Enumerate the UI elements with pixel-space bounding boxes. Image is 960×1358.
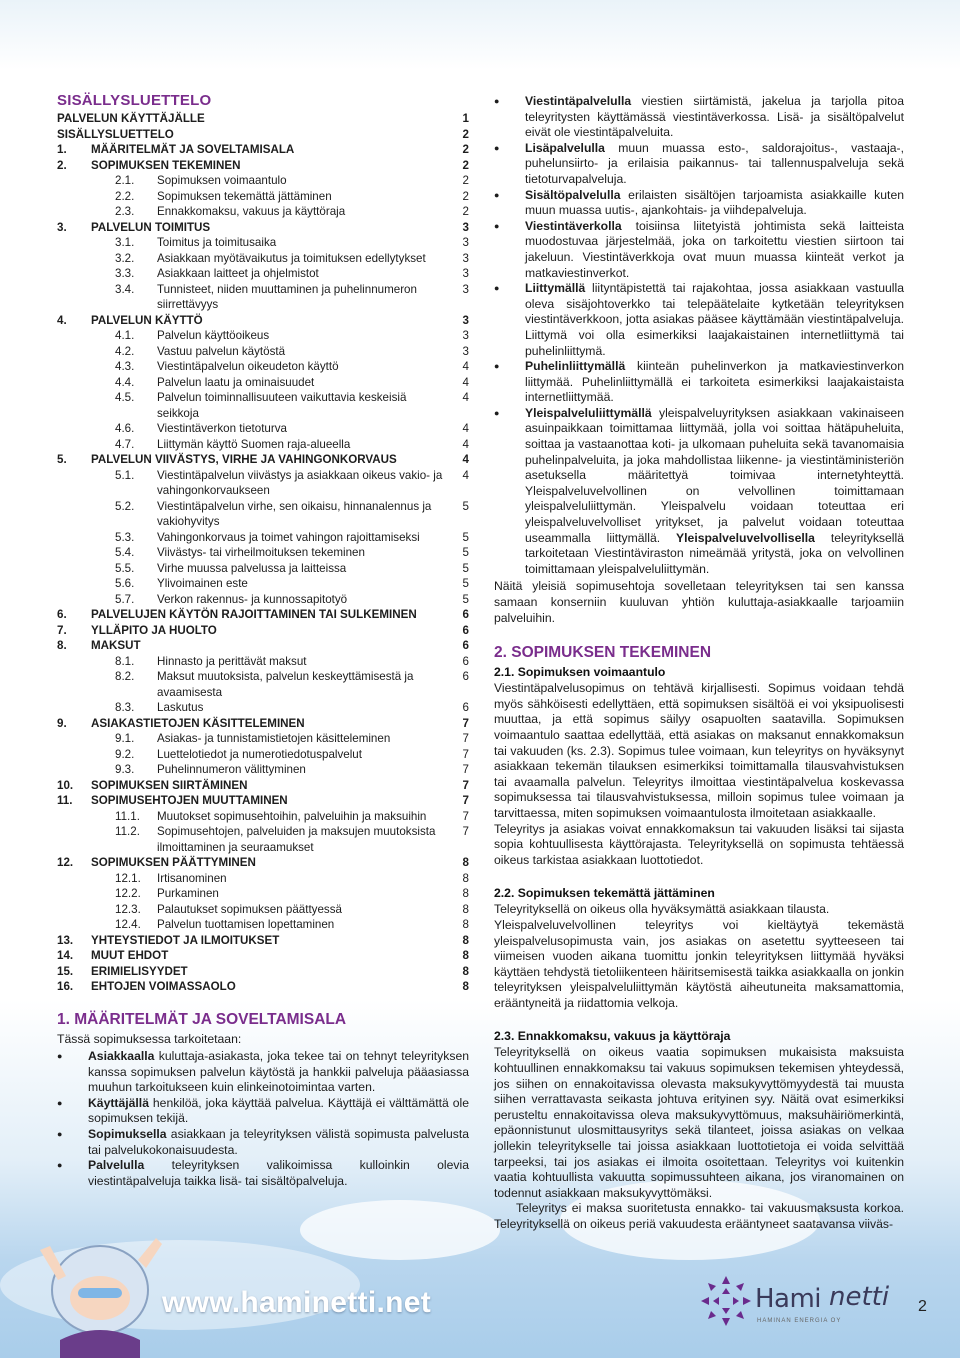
toc-entry-page: 6 (462, 670, 469, 683)
toc-entry-title: Liittymän käyttö Suomen raja-alueella (157, 437, 351, 451)
logo-text: Hami (755, 1284, 822, 1314)
toc-entry[interactable] (57, 623, 469, 639)
definition-list (494, 94, 904, 577)
toc-entry[interactable] (57, 111, 469, 127)
toc-entry-number: 16. (57, 980, 74, 993)
toc-entry-number: 12.3. (115, 902, 141, 916)
toc-entry-number: 8. (57, 639, 67, 652)
toc-entry-page: 4 (462, 360, 469, 373)
toc-entry-number: 4.6. (115, 422, 135, 435)
toc-entry-number: 5.5. (115, 561, 135, 575)
toc-entry[interactable] (57, 638, 469, 654)
paragraph: Teleyrityksellä on oikeus olla hyväksymättä asiakkaan tilausta. (494, 902, 830, 917)
toc-entry-title: Laskutus (157, 701, 204, 714)
toc-entry-number: 5.2. (115, 499, 135, 513)
toc-entry-title: Toimitus ja toimitusaika (157, 236, 277, 249)
toc-entry[interactable] (57, 917, 469, 933)
definition-item: ● Yleispalveluliittymällä yleispalveluyrityksen asiakkaan vakinaiseen asuinpaikkaan toimittamaa liittymää, jolla voi soittaa hätäpuheluita, soittaa ja vastaanottaa koti- ja ulkomaan puheluita sekä tavanomaisia puhelinpalveluita, ja joka mahdollistaa liikenne- ja viestintäministeriön asetuksella määritettyä toimivaa internetyhteyttä. Yleispalveluvelvollinen on velvollinen toimittamaan yleispalveluliittymän. Yleispalvelu voidaan toteuttaa eri yleispalveluvelvolliset yritykset, ja palvelut voidaan toteuttaa useammalla liittymällä. Yleispalveluvelvollisella teleyrityksellä tarkoitetaan Viestintäviraston nimeämää yritystä, joka on velvollinen toimittamaan yleispalveluliittymän. (494, 406, 904, 578)
toc-entry-page: 4 (462, 453, 469, 466)
toc-entry-number: 5.3. (115, 530, 135, 544)
toc-entry[interactable] (57, 142, 469, 158)
toc-entry-number: 4.3. (115, 360, 135, 373)
toc-entry-page: 4 (462, 437, 469, 451)
toc-entry-title: Palvelun käyttöoikeus (157, 329, 270, 342)
toc-entry-title: MUUT EHDOT (91, 949, 169, 962)
toc-entry-title: Hinnasto ja perittävät maksut (157, 654, 307, 668)
toc-entry-title: Asiakas- ja tunnistamistietojen käsitteleminen (157, 732, 391, 745)
definition-item: ● Palvelulla teleyrityksen valikoimissa kulloinkin olevia viestintäpalveluja taikka lisä- tai sisältöpalveluja. (57, 1158, 469, 1189)
toc-entry-number: 2.2. (115, 189, 135, 203)
toc-entry[interactable] (57, 716, 469, 732)
toc-entry-number: 11.1. (115, 809, 140, 823)
toc-entry-number: 4.2. (115, 344, 135, 358)
toc-entry-page: 8 (462, 964, 469, 978)
toc-entry[interactable] (57, 173, 469, 189)
toc-entry-page: 2 (462, 158, 469, 172)
toc-entry-number: 12. (57, 856, 74, 869)
toc-entry[interactable] (57, 824, 469, 855)
definition-item: ● Viestintäverkolla toisiinsa liitetyistä johtimista sekä laitteista muodostuvaa järjestelmää, joka on tarkoitettu viestien siirtoon tai jakeluun. Viestintäverkkoja ovat muun muassa kiinteät verkot ja matkaviestinverkot. (494, 219, 904, 281)
toc-entry-page: 7 (462, 809, 469, 823)
toc-entry-page: 4 (462, 375, 469, 389)
toc-entry[interactable] (57, 282, 469, 313)
toc-entry-page: 8 (462, 902, 469, 916)
toc-entry-title: SOPIMUSEHTOJEN MUUTTAMINEN (91, 794, 288, 807)
toc-entry-number: 9.1. (115, 732, 135, 745)
toc-entry-page: 4 (462, 391, 469, 404)
toc-entry-page: 8 (462, 887, 469, 900)
toc-entry-title: Viestintäpalvelun oikeudeton käyttö (157, 360, 339, 373)
toc-entry[interactable] (57, 778, 469, 794)
toc-entry-page: 7 (462, 763, 469, 776)
toc-entry-page: 7 (462, 794, 469, 807)
toc-entry-number: 3.2. (115, 251, 135, 265)
paragraph: Teleyritys ei maksa suoritetusta ennakko- tai vakuusmaksusta korkoa. Teleyrityksellä on oikeus periä vakuudesta erääntyneet saatavansa viiväs- (494, 1201, 904, 1231)
toc-entry-title: Verkon rakennus- ja kunnossapitotyö (157, 592, 348, 606)
toc-entry[interactable] (57, 809, 469, 825)
toc-entry-page: 6 (462, 654, 469, 668)
toc-entry-title: Puhelinnumeron välittyminen (157, 763, 306, 776)
toc-entry-page: 8 (462, 918, 469, 931)
toc-entry-number: 9. (57, 716, 67, 730)
toc-entry-number: 14. (57, 949, 74, 962)
toc-entry-page: 6 (462, 701, 469, 714)
toc-entry[interactable] (57, 530, 469, 546)
section-intro: Tässä sopimuksessa tarkoitetaan: (57, 1031, 242, 1046)
toc-entry[interactable] (57, 871, 469, 887)
toc-entry-title: PALVELUJEN KÄYTÖN RAJOITTAMINEN TAI SULKEMINEN (91, 608, 417, 621)
toc-entry[interactable] (57, 375, 469, 391)
closing-paragraph: Näitä yleisiä sopimusehtoja sovelletaan teleyrityksen tai sen kanssa samaan konserniin kuuluvan yhtiön kuluttaja-asiakkaalle tarjoamiin palveluihin. (494, 579, 904, 625)
toc-entry-page: 4 (462, 468, 469, 482)
toc-entry[interactable] (57, 452, 469, 468)
toc-entry[interactable] (57, 204, 469, 220)
toc-entry[interactable] (57, 189, 469, 205)
definition-item: ● Asiakkaalla kuluttaja-asiakasta, joka tekee tai on tehnyt teleyrityksen kanssa sopimuksen palvelun käytöstä ja hankkii palveluja pääasiassa muuhun tarkoitukseen kuin elinkeinotoimintaa varten. (57, 1049, 469, 1096)
toc-entry-number: 5.4. (115, 546, 135, 559)
toc-entry-page: 7 (462, 716, 469, 730)
toc-entry-number: 12.1. (115, 871, 141, 885)
toc-entry[interactable] (57, 747, 469, 763)
toc-entry-number: 5.6. (115, 577, 135, 590)
toc-entry-page: 3 (462, 220, 469, 234)
toc-entry-title: Viestintäpalvelun viivästys ja asiakkaan oikeus vakio- ja vahingonkorvaukseen (157, 468, 443, 497)
toc-entry-title: ERIMIELISYYDET (91, 964, 188, 978)
toc-entry-title: Ylivoimainen este (157, 577, 248, 590)
toc-entry-page: 3 (462, 329, 469, 342)
toc-entry[interactable] (57, 902, 469, 918)
toc-entry[interactable] (57, 592, 469, 608)
toc-entry-number: 9.3. (115, 763, 135, 776)
toc-entry-number: 8.2. (115, 670, 135, 683)
toc-entry-number: 2. (57, 158, 67, 172)
toc-entry[interactable] (57, 390, 469, 421)
toc-entry-title: Irtisanominen (157, 871, 227, 885)
toc-entry-page: 8 (462, 933, 469, 947)
toc-entry-title: YLLÄPITO JA HUOLTO (91, 623, 217, 637)
toc-entry-page: 5 (462, 546, 469, 559)
toc-entry-number: 11. (57, 794, 73, 807)
definition-item: ● Sopimuksella asiakkaan ja teleyrityksen välistä sopimusta palvelusta tai palvelukokonaisuudesta. (57, 1127, 469, 1158)
toc-entry-title: Viivästys- tai virheilmoituksen tekeminen (157, 546, 365, 559)
toc-entry[interactable] (57, 886, 469, 902)
toc-entry-title: SOPIMUKSEN PÄÄTTYMINEN (91, 856, 256, 869)
paragraph: Viestintäpalvelusopimus on tehtävä kirjallisesti. Sopimus voidaan tehdä myös sähköisesti edellyttäen, että sopimuksen sisältöä ei voi yksipuolisesti muuttaa, ja että sopimus säilyy osapuolten saatavilla. Sopimuksen voimaantulo saattaa edellyttää, että asiakas on maksanut ennakkomaksun tai vakuuden (ks. 2.3). Sopimus tulee voimaan, kun teleyritys on hyväksynyt asiakkaan tekemän tilauksen esimerkiksi toimittamalla tilausvahvistuksen tai avaamalla palvelun. Teleyritys ilmoittaa viestintäpalvelua koskevassa sopimuksessa tai tilausvahvistuksessa, milloin sopimus tulee voimaan ja tarvittaessa, miten sopimuksen voimaantulosta ilmoitetaan asiakkaalle. (494, 681, 904, 820)
toc-entry[interactable] (57, 313, 469, 329)
toc-entry-title: Vahingonkorvaus ja toimet vahingon rajoittamiseksi (157, 530, 420, 544)
toc-entry[interactable] (57, 654, 469, 670)
definition-item: ● Käyttäjällä henkilöä, joka käyttää palvelua. Käyttäjä ei välttämättä ole sopimuksen tekijä. (57, 1096, 469, 1127)
toc-entry-title: EHTOJEN VOIMASSAOLO (91, 980, 236, 993)
toc-entry-page: 3 (462, 236, 469, 249)
toc-entry-page: 6 (462, 608, 469, 621)
toc-list (57, 111, 469, 995)
definition-item: ● Viestintäpalvelulla viestien siirtämistä, jakelua ja tarjolla pitoa teleyritysten käyttämässä viestintäverkossa. Lisä- ja sisältöpalvelut eivät ole viestintäpalveluita. (494, 94, 904, 141)
toc-entry-title: MAKSUT (91, 639, 141, 652)
toc-entry-title: Tunnisteet, niiden muuttaminen ja puhelinnumeron siirrettävyys (157, 282, 417, 311)
website-url[interactable]: www.haminetti.net (162, 1286, 432, 1319)
toc-entry-number: 7. (57, 623, 67, 637)
toc-entry-page: 3 (462, 251, 469, 265)
toc-entry-title: YHTEYSTIEDOT JA ILMOITUKSET (91, 933, 280, 947)
toc-entry-title: Ennakkomaksu, vakuus ja käyttöraja (157, 205, 346, 218)
toc-entry-page: 8 (462, 856, 469, 869)
toc-entry[interactable] (57, 158, 469, 174)
toc-entry[interactable] (57, 762, 469, 778)
toc-entry[interactable] (57, 437, 469, 453)
toc-entry-title: Muutokset sopimusehtoihin, palveluihin ja maksuihin (157, 809, 427, 823)
toc-entry[interactable] (57, 793, 469, 809)
paragraph: Teleyritys ja asiakas voivat ennakkomaksun tai vakuuden lisäksi tai sijasta sopia kohtuullisesta käyttörajasta. Teleyrityksellä on sopimusta tehtäessä oikeus tarkistaa asiakkaan luottotiedot. (494, 821, 904, 867)
toc-entry-title: PALVELUN KÄYTTÖ (91, 313, 203, 327)
toc-entry-page: 2 (462, 174, 469, 187)
toc-entry-page: 5 (462, 499, 469, 513)
toc-entry-page: 1 (462, 112, 469, 125)
toc-entry-page: 3 (462, 267, 469, 280)
toc-entry-page: 3 (462, 344, 469, 358)
toc-entry-page: 5 (462, 592, 469, 606)
toc-entry-page: 2 (462, 127, 469, 141)
definition-item: ● Liittymällä liityntäpistettä tai rajakohtaa, jossa asiakkaan vastuulla oleva sisäjohtoverkko tai telepäätelaite kytketään teleyrityksen viestintäverkkoon, jotta asiakas pääsee käyttämään viestintäpalveluja. Liittymä voi olla esimerkiksi laajakaistainen internetliittymä tai puhelinliittymä. (494, 281, 904, 359)
toc-entry-title: PALVELUN VIIVÄSTYS, VIRHE JA VAHINGONKORVAUS (91, 453, 397, 466)
toc-entry-number: 6. (57, 608, 67, 621)
definition-item: ● Sisältöpalvelulla erilaisten sisältöjen tarjoamista asiakkaille kuten muun muassa uutis-, ajankohtais- ja viihdepalveluja. (494, 188, 904, 219)
toc-entry-number: 4.7. (115, 437, 135, 451)
toc-entry-title: Viestintäverkon tietoturva (157, 422, 287, 435)
toc-entry[interactable] (57, 964, 469, 980)
section-heading: 1. MÄÄRITELMÄT JA SOVELTAMISALA (57, 1010, 347, 1028)
toc-entry[interactable] (57, 251, 469, 267)
definition-list (57, 1049, 469, 1189)
toc-entry-page: 4 (462, 422, 469, 435)
toc-entry-page: 6 (462, 639, 469, 652)
subsection-heading: 2.1. Sopimuksen voimaantulo (494, 665, 666, 680)
toc-entry-page: 2 (462, 205, 469, 218)
toc-entry[interactable] (57, 948, 469, 964)
toc-entry[interactable] (57, 499, 469, 530)
toc-entry-title: Palvelun tuottamisen lopettaminen (157, 918, 335, 931)
toc-entry-title: ASIAKASTIETOJEN KÄSITTELEMINEN (91, 716, 305, 730)
toc-entry-title: Sopimusehtojen, palveluiden ja maksujen muutoksista ilmoittaminen ja seuraamukset (157, 825, 436, 854)
toc-entry[interactable] (57, 421, 469, 437)
toc-entry-number: 12.2. (115, 887, 141, 900)
toc-entry-page: 2 (462, 189, 469, 203)
company-logo (699, 1270, 909, 1338)
toc-entry-page: 3 (462, 282, 469, 296)
toc-entry-number: 4.1. (115, 329, 135, 342)
toc-entry[interactable] (57, 731, 469, 747)
toc-entry-page: 7 (462, 747, 469, 761)
toc-entry-number: 11.2. (115, 825, 140, 838)
logo-subtitle: HAMINAN ENERGIA OY (757, 1318, 842, 1324)
toc-title: SISÄLLYSLUETTELO (57, 92, 212, 109)
toc-entry[interactable] (57, 855, 469, 871)
section-heading: 2. SOPIMUKSEN TEKEMINEN (494, 644, 712, 662)
toc-entry[interactable] (57, 669, 469, 700)
toc-entry-number: 5.7. (115, 592, 135, 606)
toc-entry-page: 5 (462, 530, 469, 544)
toc-entry-page: 8 (462, 871, 469, 885)
toc-entry-page: 5 (462, 577, 469, 590)
toc-entry-title: Vastuu palvelun käytöstä (157, 344, 286, 358)
toc-entry-number: 10. (57, 778, 74, 792)
toc-entry-number: 15. (57, 964, 74, 978)
toc-entry-page: 3 (462, 313, 469, 327)
toc-entry[interactable] (57, 127, 469, 143)
toc-entry[interactable] (57, 607, 469, 623)
toc-entry-number: 2.1. (115, 174, 135, 187)
cloud-decoration (300, 1200, 500, 1260)
toc-entry-number: 8.3. (115, 701, 135, 714)
toc-entry-number: 3.3. (115, 267, 135, 280)
toc-entry-title: Sopimuksen voimaantulo (157, 174, 287, 187)
toc-entry-title: PALVELUN KÄYTTÄJÄLLE (57, 112, 205, 125)
paragraph: Yleispalveluvelvollinen teleyritys voi kieltäytyä tekemästä yleispalvelusopimusta vain, jos asiakas on asetettu syytteeseen tai viimeisen vuoden aikana tuomittu jonkin teleyrityksen liittymää hyväksi käyttäen tehdystä tietoliikenteen häiritsemisestä taikka asiakkaalla on jonkin teleyrityksen yleispalveluliittymän käytöstä aiheutuneita maksamattomia, erääntyneitä ja riidattomia velkoja. (494, 917, 904, 1010)
toc-entry-title: Palvelun toiminnallisuuteen vaikuttavia keskeisiä seikkoja (157, 391, 407, 420)
paragraph: Teleyrityksellä on oikeus vaatia sopimuksen mukaisista maksuista kohtuullinen ennakkomaksu tai vakuus sopimuksen tekemisen yhteydessä, jos siihen on ennakoitavissa olevasta maksukyvyttömyydestä tai muusta siihen verrattavasta seikasta johtuva erityinen syy. Näitä ovat esimerkiksi perusteltu ennakoitavissa oleva maksukyvyttömuus, maksuhäiriömerkintä, epäonnistunut ulosmittausyritys sekä tilanteet, joissa asiakas on velkaa jollekin teleyritykselle tai joissa asiakkaan luottotietoja ei voida selvittää tarpeeksi, tai jos asiakas ei ilmoita osoitettaan. Teleyritys voi kuitenkin vaatia kohtuullista vakuutta sopimussuhteen aikana, jos viranomainen on todennut asiakkaan maksukyvyttömäksi. (494, 1045, 904, 1200)
toc-entry-title: Luettelotiedot ja numerotiedotuspalvelut (157, 747, 362, 761)
left-column (57, 92, 469, 1189)
toc-entry-number: 3. (57, 220, 67, 234)
toc-entry-title: SISÄLLYSLUETTELO (57, 127, 174, 141)
toc-entry-title: SOPIMUKSEN TEKEMINEN (91, 158, 241, 172)
toc-entry-number: 3.4. (115, 282, 135, 296)
definition-item: ● Puhelinliittymällä kiinteän puhelinverkon ja matkaviestinverkon liittymää. Puhelinliittymällä ei tarkoiteta esimerkiksi laajakaistaista internetliittymää. (494, 359, 904, 406)
toc-entry-title: Purkaminen (157, 887, 219, 900)
toc-entry-title: SOPIMUKSEN SIIRTÄMINEN (91, 778, 248, 792)
toc-entry-number: 5. (57, 453, 67, 466)
toc-entry-page: 5 (462, 561, 469, 575)
toc-entry[interactable] (57, 266, 469, 282)
toc-entry[interactable] (57, 979, 469, 995)
toc-entry-number: 2.3. (115, 205, 135, 218)
right-column (494, 92, 904, 1233)
toc-entry[interactable] (57, 545, 469, 561)
toc-entry-title: Maksut muutoksista, palvelun keskeyttämisestä ja avaamisesta (157, 670, 414, 699)
toc-entry[interactable] (57, 344, 469, 360)
toc-entry-title: Asiakkaan myötävaikutus ja toimituksen edellytykset (157, 251, 426, 265)
toc-entry-page: 7 (462, 825, 469, 838)
toc-entry-number: 1. (57, 143, 67, 156)
toc-entry-page: 7 (462, 778, 469, 792)
toc-entry-number: 4.4. (115, 375, 135, 389)
toc-entry-number: 13. (57, 933, 74, 947)
definition-item: ● Lisäpalvelulla muun muassa esto-, saldorajoitus-, vastaaja-, puhelunsiirto- ja erilaisia paikannus- tai tallennuspalveluja sekä tietoturvapalveluja. (494, 141, 904, 188)
toc-entry[interactable] (57, 359, 469, 375)
toc-entry[interactable] (57, 235, 469, 251)
subsection-heading: 2.2. Sopimuksen tekemättä jättäminen (494, 886, 715, 901)
page-number: 2 (918, 1298, 927, 1315)
toc-entry-page: 8 (462, 980, 469, 993)
toc-entry[interactable] (57, 933, 469, 949)
toc-entry-page: 7 (462, 732, 469, 745)
toc-entry[interactable] (57, 576, 469, 592)
mascot-illustration (20, 1190, 170, 1358)
logo-text: netti (829, 1282, 890, 1312)
toc-entry-title: Viestintäpalvelun virhe, sen oikaisu, hinnanalennus ja vakiohyvitys (157, 499, 432, 528)
toc-entry-number: 8.1. (115, 654, 135, 668)
toc-entry-title: Virhe muussa palvelussa ja laitteissa (157, 561, 347, 575)
logo-emblem-icon (699, 1274, 753, 1328)
toc-entry-number: 9.2. (115, 747, 135, 761)
toc-entry[interactable] (57, 468, 469, 499)
toc-entry-title: Palvelun laatu ja ominaisuudet (157, 375, 315, 389)
toc-entry[interactable] (57, 561, 469, 577)
toc-entry[interactable] (57, 328, 469, 344)
toc-entry[interactable] (57, 220, 469, 236)
toc-entry-page: 2 (462, 143, 469, 156)
toc-entry-number: 3.1. (115, 236, 135, 249)
toc-entry-title: Asiakkaan laitteet ja ohjelmistot (157, 267, 319, 280)
subsection-heading: 2.3. Ennakkomaksu, vakuus ja käyttöraja (494, 1029, 731, 1044)
toc-entry-title: Sopimuksen tekemättä jättäminen (157, 189, 332, 203)
toc-entry-title: Palautukset sopimuksen päättyessä (157, 902, 342, 916)
toc-entry-title: PALVELUN TOIMITUS (91, 220, 211, 234)
toc-entry-number: 5.1. (115, 468, 135, 482)
toc-entry[interactable] (57, 700, 469, 716)
toc-entry-number: 4.5. (115, 391, 135, 404)
toc-entry-number: 4. (57, 313, 67, 327)
toc-entry-title: MÄÄRITELMÄT JA SOVELTAMISALA (91, 143, 295, 156)
toc-entry-number: 12.4. (115, 918, 141, 931)
toc-entry-page: 8 (462, 949, 469, 962)
toc-entry-page: 6 (462, 623, 469, 637)
